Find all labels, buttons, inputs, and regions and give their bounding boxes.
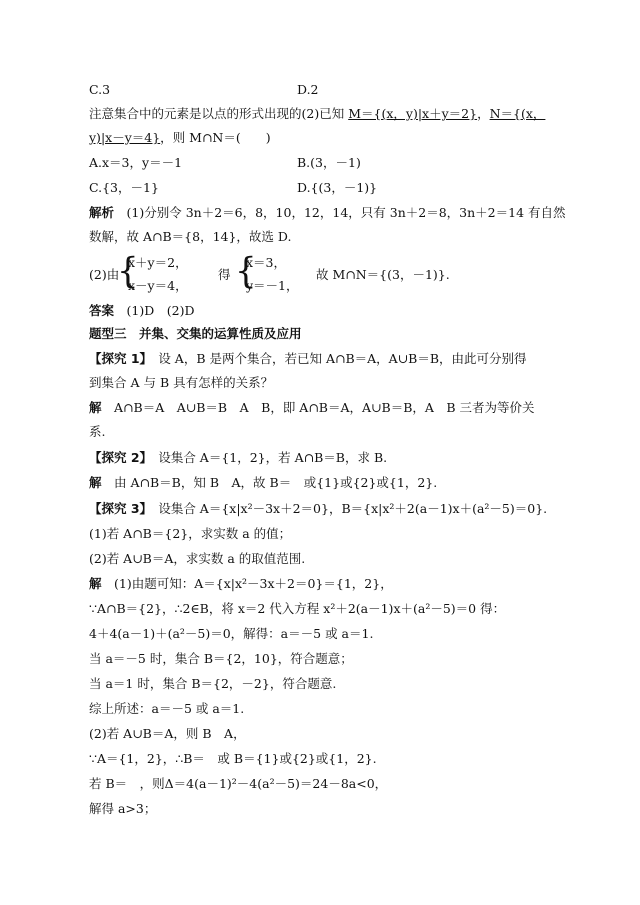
bold-label: 解析 (89, 205, 115, 220)
text-segment: C.{3，－1} (89, 180, 159, 195)
text-line-sol3-2 (89, 601, 505, 617)
text-line-explore1-a (89, 351, 527, 367)
text-segment: (2)若 A∪B＝A，则 B A， (89, 726, 246, 741)
text-segment: B.(3，－1) (297, 155, 361, 170)
text-segment: (2)若 A∪B＝A，求实数 a 的取值范围. (89, 551, 306, 566)
text-segment: 4＋4(a－1)＋(a²－5)＝0，解得：a＝－5 或 a＝1. (89, 626, 374, 641)
text-segment: 数解，故 A∩B＝{8，14}，故选 D. (89, 229, 292, 244)
text-line-analysis-1 (89, 205, 566, 221)
text-segment: 当 a＝－5 时，集合 B＝{2，10}，符合题意； (89, 651, 353, 666)
bold-label: 题型三 并集、交集的运算性质及应用 (89, 326, 302, 341)
text-line-e3-q2 (89, 551, 305, 567)
text-line-answer (89, 303, 194, 319)
text-segment: 设集合 A＝{1，2}，若 A∩B＝B，求 B. (145, 450, 388, 465)
text-line-sol3-9 (89, 776, 387, 792)
system-eq-1a: x＋y＝2， (128, 255, 188, 270)
text-line-sol3-6 (89, 701, 244, 717)
system-mid: 得 (218, 267, 231, 282)
text-segment: C.3 (89, 82, 111, 97)
text-segment: (1)D (2)D (114, 303, 195, 318)
text-segment: 系. (89, 424, 106, 439)
text-segment: ， (477, 106, 490, 121)
text-line-opt-a-b (89, 155, 361, 171)
bold-label: 答案 (89, 303, 115, 318)
bold-label: 【探究 3】 (89, 501, 146, 516)
text-line-sol2 (89, 475, 437, 491)
text-segment: D.{(3，－1)} (297, 180, 378, 195)
text-segment: ，则 M∩N＝( ) (160, 130, 271, 145)
system-suffix: 故 M∩N＝{(3，－1)}. (316, 267, 450, 282)
text-line-opt-c-d-1 (89, 82, 319, 98)
text-segment: M＝{(x，y)|x＋y＝2} (348, 106, 478, 121)
text-segment: 设集合 A＝{x|x²－3x＋2＝0}，B＝{x|x²＋2(a－1)x＋(a²－5)＝0}. (145, 501, 548, 516)
text-line-sol3-1 (89, 576, 393, 592)
system-eq-2b: y＝－1， (246, 278, 299, 293)
text-line-sol3-7 (89, 726, 246, 742)
left-brace-2: { (235, 250, 257, 292)
text-line-note-q2 (89, 106, 545, 122)
text-line-topic3 (89, 326, 302, 342)
text-segment: A.x＝3，y＝－1 (89, 155, 183, 170)
bold-label: 【探究 2】 (89, 450, 146, 465)
text-line-sol1-a (89, 400, 535, 416)
bold-label: 解 (89, 400, 102, 415)
text-segment: (2)已知 (301, 106, 349, 121)
text-segment: A∩B＝A A∪B＝B A B，即 A∩B＝A，A∪B＝B，A B 三者为等价关 (101, 400, 535, 415)
text-line-sol3-8 (89, 751, 377, 767)
text-segment: (1)由题可知：A＝{x|x²－3x＋2＝0}＝{1，2}， (101, 576, 393, 591)
text-line-sol3-5 (89, 676, 336, 692)
text-line-e3-q1 (89, 526, 291, 542)
system-eq-1b: x－y＝4， (128, 278, 188, 293)
text-segment: 解得 a>3； (89, 801, 157, 816)
bold-label: 【探究 1】 (89, 351, 146, 366)
text-line-explore3 (89, 501, 547, 517)
text-segment: ∵A∩B＝{2}，∴2∈B，将 x＝2 代入方程 x²＋2(a－1)x＋(a²－5)＝0 得： (89, 601, 506, 616)
text-line-sol3-10 (89, 801, 156, 817)
text-line-q2-cont (89, 130, 271, 146)
text-segment: (1)若 A∩B＝{2}，求实数 a 的值； (89, 526, 292, 541)
system-eq-2a: x＝3， (246, 255, 287, 270)
text-segment: y)|x－y＝4} (89, 130, 161, 145)
text-segment: 到集合 A 与 B 具有怎样的关系？ (89, 375, 274, 390)
text-segment: D.2 (297, 82, 319, 97)
text-segment: 设 A，B 是两个集合，若已知 A∩B＝A，A∪B＝B，由此可分别得 (145, 351, 527, 366)
text-line-explore2 (89, 450, 387, 466)
text-line-analysis-2 (89, 229, 291, 245)
text-line-sol3-4 (89, 651, 353, 667)
bold-label: 解 (89, 475, 102, 490)
text-segment: 当 a＝1 时，集合 B＝{2，－2}，符合题意. (89, 676, 337, 691)
text-line-opt-c-d-2 (89, 180, 378, 196)
text-line-explore1-b (89, 375, 273, 391)
bold-label: 解 (89, 576, 102, 591)
text-segment: N＝{(x， (489, 106, 546, 121)
text-line-sol1-b (89, 424, 105, 440)
text-segment: 由 A∩B＝B，知 B A，故 B＝ 或{1}或{2}或{1，2}. (101, 475, 438, 490)
left-brace-1: { (117, 250, 139, 292)
text-segment: 若 B＝ ，则Δ＝4(a－1)²－4(a²－5)＝24－8a<0， (89, 776, 388, 791)
text-segment: 综上所述：a＝－5 或 a＝1. (89, 701, 245, 716)
system-prefix: (2)由 (89, 267, 120, 282)
text-line-sol3-3 (89, 626, 373, 642)
text-segment: (1)分别令 3n＋2＝6，8，10，12，14，只有 3n＋2＝8，3n＋2＝14 有自然 (114, 205, 566, 220)
text-segment: 注意集合中的元素是以点的形式出现的 (89, 106, 302, 121)
text-segment: ∵A＝{1，2}，∴B＝ 或 B＝{1}或{2}或{1，2}. (89, 751, 377, 766)
